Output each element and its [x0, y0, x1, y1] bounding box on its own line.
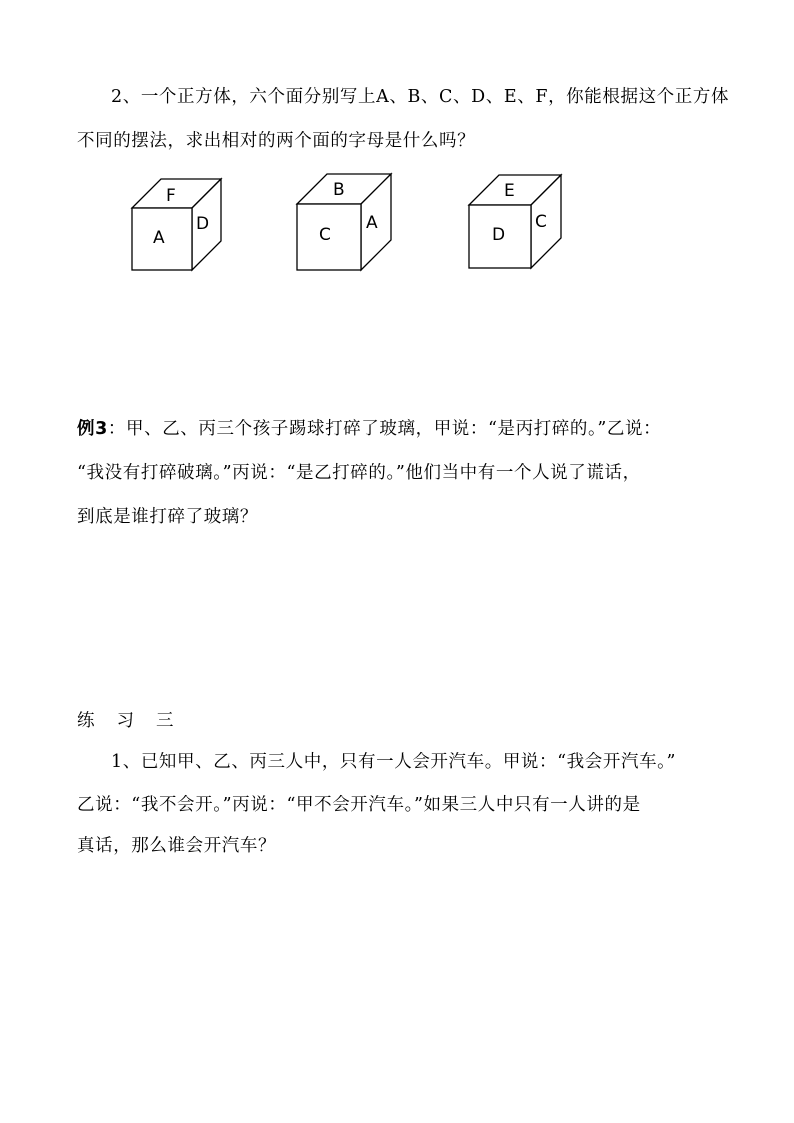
practice-title [77, 710, 196, 732]
example-3-label: 例3 [77, 419, 108, 439]
cube-front-label: A [153, 228, 165, 248]
cube-side-label: A [366, 213, 378, 233]
practice-1-line-1: 1、已知甲、乙、丙三人中，只有一人会开汽车。甲说：“我会开汽车。” [111, 752, 677, 772]
cube-side-label: D [196, 214, 210, 234]
practice-1-line-3: 真话，那么谁会开汽车？ [77, 836, 277, 856]
practice-title-char-2: 习 [116, 711, 134, 731]
cube-figure-1 [131, 178, 223, 272]
practice-title-char-3: 三 [156, 711, 174, 731]
cube-figure-2 [296, 173, 393, 271]
example-3-line-3: 到底是谁打碎了玻璃？ [77, 507, 258, 527]
practice-title-char-1: 练 [77, 711, 95, 731]
example-3-text-1: ：甲、乙、丙三个孩子踢球打碎了玻璃，甲说：“是丙打碎的。”乙说： [107, 419, 662, 439]
cube-top-label: B [333, 180, 345, 200]
cube-figure-3 [468, 174, 563, 270]
question-2-line-1: 2、一个正方体，六个面分别写上A、B、C、D、E、F，你能根据这个正方体 [111, 87, 730, 107]
cube-side-label: C [535, 212, 547, 232]
practice-1-line-2: 乙说：“我不会开。”丙说：“甲不会开汽车。”如果三人中只有一人讲的是 [77, 795, 641, 815]
example-3-line-1 [77, 418, 661, 440]
cube-top-label: E [504, 181, 515, 201]
question-2-line-2: 不同的摆法，求出相对的两个面的字母是什么吗？ [77, 131, 476, 151]
cube-top-label: F [166, 186, 176, 206]
example-3-line-2: “我没有打碎破璃。”丙说：“是乙打碎的。”他们当中有一个人说了谎话， [77, 463, 641, 483]
cube-front-label: C [319, 225, 331, 245]
cube-front-label: D [492, 225, 506, 245]
